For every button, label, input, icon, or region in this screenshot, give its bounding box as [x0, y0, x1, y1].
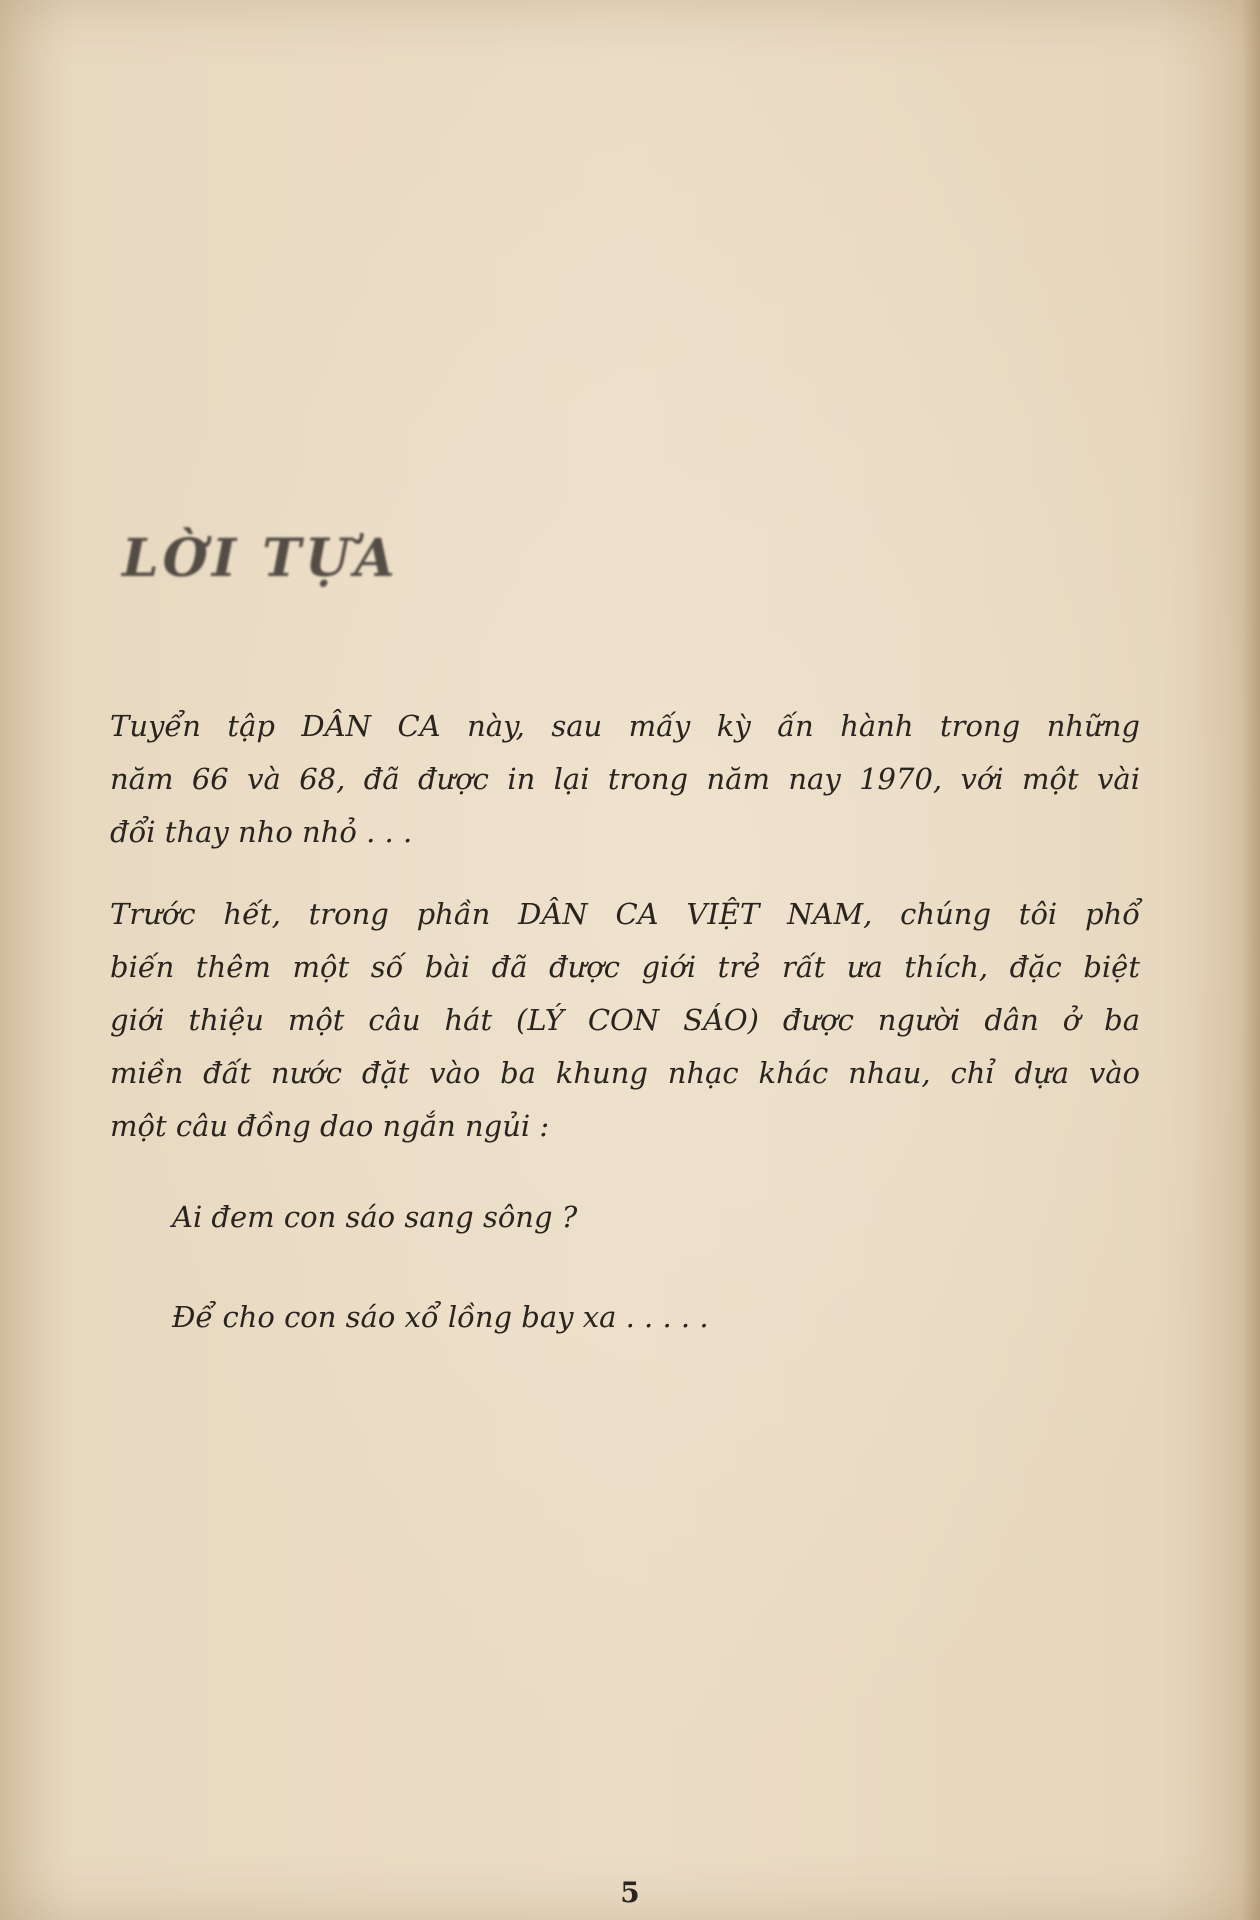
- paragraph-intro: [110, 700, 1140, 859]
- paragraph-line: Trước hết, trong phần DÂN CA VIỆT NAM, chúng tôi phổ: [110, 897, 1140, 931]
- page-number: 5: [620, 1876, 640, 1909]
- paragraph-line: miền đất nước đặt vào ba khung nhạc khác nhau, chỉ dựa vào: [110, 1056, 1140, 1090]
- paragraph-line: một câu đồng dao ngắn ngủi :: [110, 1109, 550, 1143]
- paragraph-description: [110, 888, 1140, 1153]
- paragraph-line: Tuyển tập DÂN CA này, sau mấy kỳ ấn hành trong những: [110, 709, 1140, 743]
- paragraph-line: năm 66 và 68, đã được in lại trong năm nay 1970, với một vài: [110, 762, 1140, 796]
- verse-line-2: Để cho con sáo xổ lồng bay xa . . . . .: [172, 1300, 709, 1334]
- paragraph-line: đổi thay nho nhỏ . . .: [110, 815, 413, 849]
- paragraph-line: giới thiệu một câu hát (LÝ CON SÁO) được người dân ở ba: [110, 1003, 1140, 1037]
- paragraph-line: biến thêm một số bài đã được giới trẻ rất ưa thích, đặc biệt: [110, 950, 1140, 984]
- verse-line-1: Ai đem con sáo sang sông ?: [172, 1200, 578, 1234]
- preface-heading: LỜI TỰA: [122, 528, 399, 589]
